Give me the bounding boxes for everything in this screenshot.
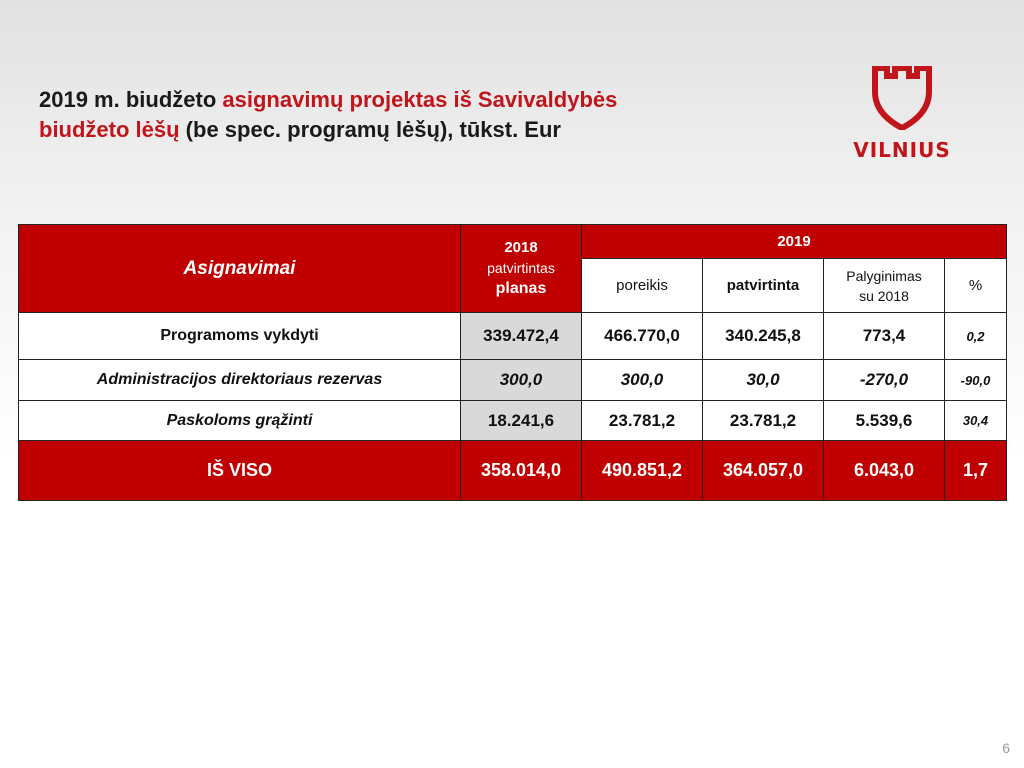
budget-table — [18, 224, 1007, 501]
logo-text: VILNIUS — [853, 138, 951, 162]
page-number: 6 — [1002, 740, 1010, 756]
header-patvirtinta: patvirtinta — [703, 259, 824, 313]
header-asignavimai: Asignavimai — [19, 225, 461, 313]
header-palyginimas-line2: su 2018 — [859, 287, 909, 304]
cell-palyginimas: -270,0 — [824, 360, 945, 401]
title-part-4: (be spec. programų lėšų), tūkst. Eur — [179, 117, 561, 142]
header-2018 — [461, 225, 582, 313]
total-patvirtinta: 364.057,0 — [703, 441, 824, 501]
header-percent: % — [945, 259, 1007, 313]
cell-palyginimas: 773,4 — [824, 313, 945, 360]
total-row — [19, 441, 1007, 501]
slide-title — [39, 85, 799, 145]
header-2018-year: 2018 — [504, 239, 538, 256]
total-label: IŠ VISO — [19, 441, 461, 501]
vilnius-logo — [846, 66, 958, 166]
cell-poreikis: 466.770,0 — [582, 313, 703, 360]
cell-patvirtinta: 23.781,2 — [703, 401, 824, 441]
cell-poreikis: 23.781,2 — [582, 401, 703, 441]
row-label: Paskoloms grąžinti — [19, 401, 461, 441]
castle-tower-icon — [871, 66, 933, 130]
header-2019: 2019 — [582, 225, 1007, 259]
total-palyginimas: 6.043,0 — [824, 441, 945, 501]
cell-percent: 30,4 — [945, 401, 1007, 441]
cell-poreikis: 300,0 — [582, 360, 703, 401]
header-2018-patvirtintas: patvirtintas — [487, 260, 555, 276]
cell-patvirtinta: 340.245,8 — [703, 313, 824, 360]
total-poreikis: 490.851,2 — [582, 441, 703, 501]
title-part-3: biudžeto lėšų — [39, 117, 180, 142]
table-row — [19, 360, 1007, 401]
row-label: Administracijos direktoriaus rezervas — [19, 360, 461, 401]
table-row — [19, 313, 1007, 360]
title-part-2: asignavimų projektas iš Savivaldybės — [222, 87, 618, 112]
total-percent: 1,7 — [945, 441, 1007, 501]
cell-plan2018: 18.241,6 — [461, 401, 582, 441]
header-poreikis: poreikis — [582, 259, 703, 313]
cell-percent: 0,2 — [945, 313, 1007, 360]
cell-patvirtinta: 30,0 — [703, 360, 824, 401]
row-label: Programoms vykdyti — [19, 313, 461, 360]
title-part-1: 2019 m. biudžeto — [39, 87, 223, 112]
header-2018-planas: planas — [495, 280, 547, 297]
cell-palyginimas: 5.539,6 — [824, 401, 945, 441]
table-row — [19, 401, 1007, 441]
cell-plan2018: 339.472,4 — [461, 313, 582, 360]
total-plan2018: 358.014,0 — [461, 441, 582, 501]
cell-percent: -90,0 — [945, 360, 1007, 401]
header-palyginimas-line1: Palyginimas — [846, 267, 922, 284]
header-palyginimas — [824, 259, 945, 313]
cell-plan2018: 300,0 — [461, 360, 582, 401]
